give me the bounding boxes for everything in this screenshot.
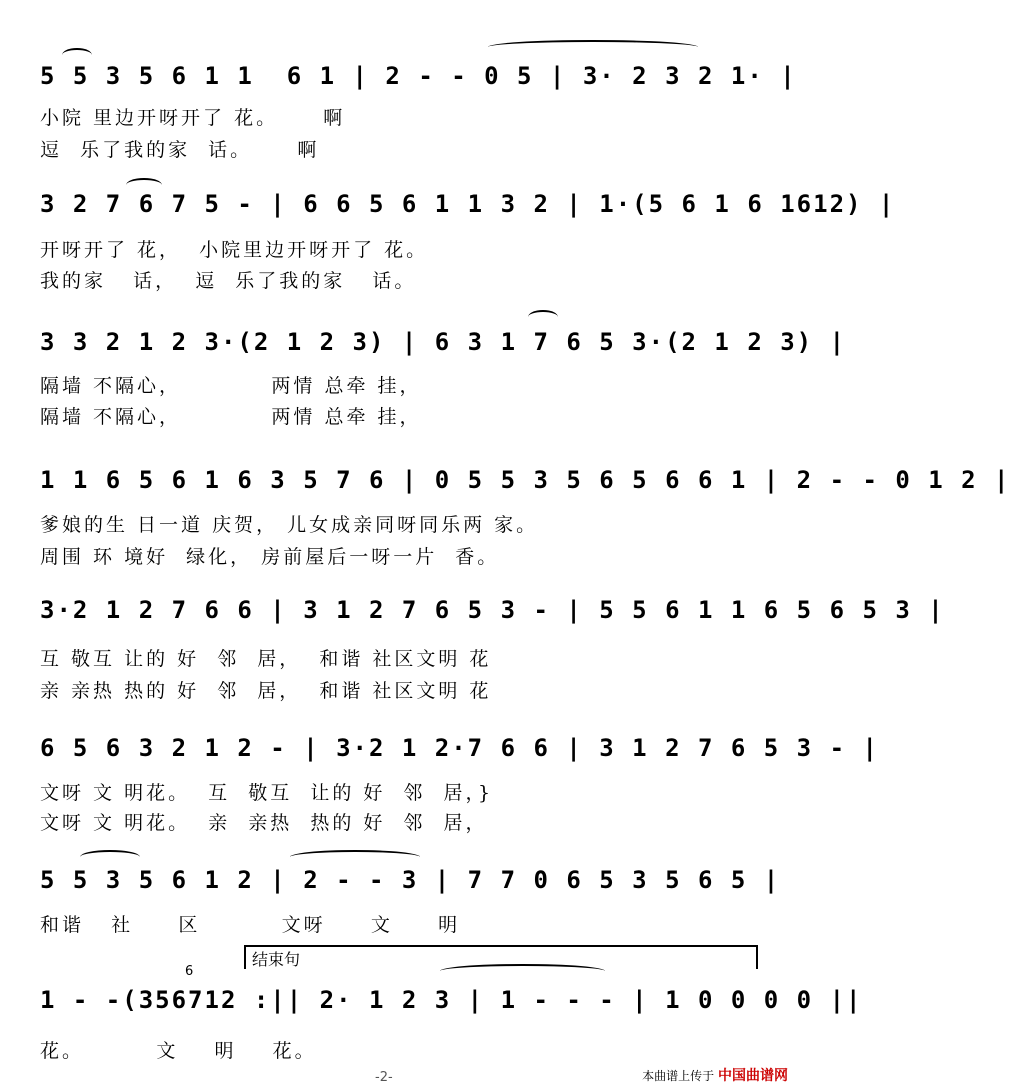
lyric-row-6-verse-1: 文呀 文 明花。 互 敬互 让的 好 邻 居，} xyxy=(40,782,494,804)
notes-row-4: 1 1 6 5 6 1 6 3 5 7 6 | 0 5 5 3 5 6 5 6 6 1 | 2 - - 0 1 2 | xyxy=(40,466,1011,494)
slur xyxy=(488,40,698,54)
notes-row-2: 3 2 7 6 7 5 - | 6 6 5 6 1 1 3 2 | 1·(5 6 1 6 1612) | xyxy=(40,190,896,218)
slur xyxy=(528,310,558,324)
lyric-row-6-verse-2: 文呀 文 明花。 亲 亲热 热的 好 邻 居， xyxy=(40,812,488,834)
lyric-row-5-verse-1: 互 敬互 让的 好 邻 居， 和谐 社区文明 花 xyxy=(40,648,492,670)
notes-row-3: 3 3 2 1 2 3·(2 1 2 3) | 6 3 1 7 6 5 3·(2 1 2 3) | xyxy=(40,328,847,356)
footer xyxy=(642,1065,788,1085)
lyric-row-5-verse-2: 亲 亲热 热的 好 邻 居， 和谐 社区文明 花 xyxy=(40,680,492,702)
lyric-row-4-verse-2: 周围 环 境好 绿化， 房前屋后一呀一片 香。 xyxy=(40,546,500,568)
slur xyxy=(290,850,420,864)
lyric-row-2-verse-1: 开呀开了 花， 小院里边开呀开了 花。 xyxy=(40,239,429,261)
slur xyxy=(440,964,605,978)
ending-label: 结束句 xyxy=(252,950,301,969)
lyric-row-3-verse-2: 隔墙 不隔心， 两情 总牵 挂， xyxy=(40,406,422,428)
footer-brand[interactable]: 中国曲谱网 xyxy=(718,1068,788,1084)
lyric-row-8: 花。 文 明 花。 xyxy=(40,1040,317,1062)
lyric-row-7: 和谐 社 区 文呀 文 明 xyxy=(40,914,461,936)
page-number: -2- xyxy=(375,1070,393,1085)
lyric-row-4-verse-1: 爹娘的生 日一道 庆贺， 儿女成亲同呀同乐两 家。 xyxy=(40,514,539,536)
lyric-row-1-verse-1: 小院 里边开呀开了 花。 啊 xyxy=(40,107,346,129)
notes-row-8: 1 - -(356712 :|| 2· 1 2 3 | 1 - - - | 1 0 0 0 0 || xyxy=(40,986,863,1014)
slur xyxy=(80,850,140,864)
slur xyxy=(62,48,92,62)
lyric-row-3-verse-1: 隔墙 不隔心， 两情 总牵 挂， xyxy=(40,375,422,397)
notes-row-1: 5 5 3 5 6 1 1 6 1 | 2 - - 0 5 | 3· 2 3 2 1· | xyxy=(40,62,797,90)
footer-text: 本曲谱上传于 xyxy=(642,1069,715,1083)
notes-row-6: 6 5 6 3 2 1 2 - | 3·2 1 2·7 6 6 | 3 1 2 7 6 5 3 - | xyxy=(40,734,879,762)
tuplet-number: 6 xyxy=(185,964,194,979)
lyric-row-1-verse-2: 逗 乐了我的家 话。 啊 xyxy=(40,139,320,161)
notes-row-5: 3·2 1 2 7 6 6 | 3 1 2 7 6 5 3 - | 5 5 6 1 1 6 5 6 5 3 | xyxy=(40,596,945,624)
notes-row-7: 5 5 3 5 6 1 2 | 2 - - 3 | 7 7 0 6 5 3 5 6 5 | xyxy=(40,866,781,894)
slur xyxy=(126,178,162,192)
lyric-row-2-verse-2: 我的家 话， 逗 乐了我的家 话。 xyxy=(40,270,417,292)
